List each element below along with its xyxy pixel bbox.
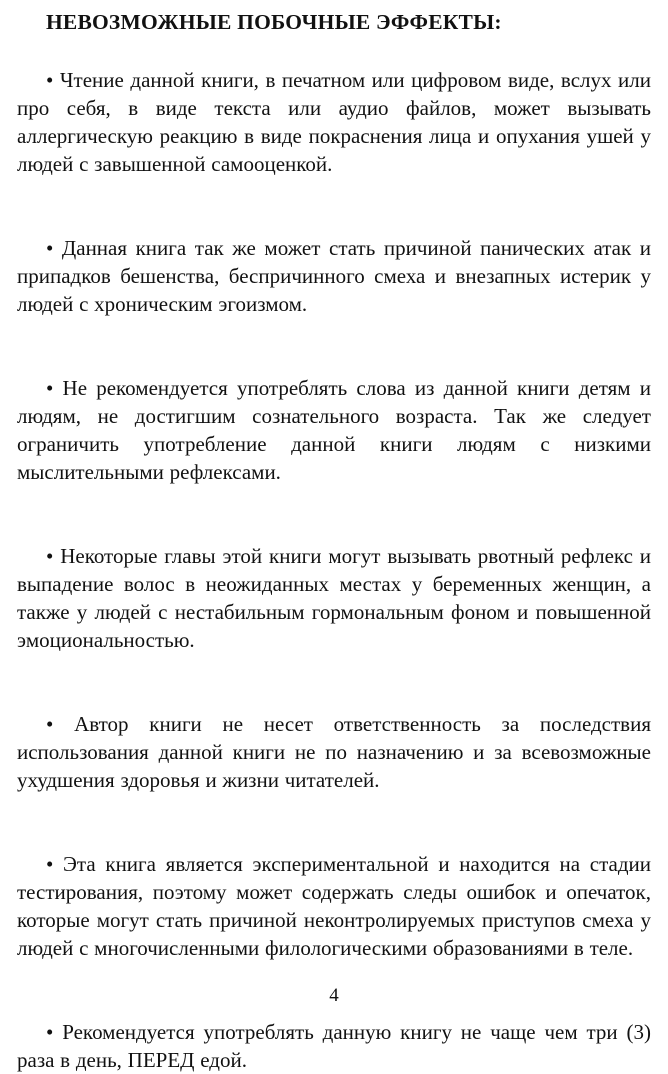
paragraph-dosage: • Рекомендуется употреблять данную книгу не чаще чем три (3) раза в день, ПЕРЕД едой.: [17, 1020, 651, 1072]
paragraph-not-for-children: • Не рекомендуется употреблять слова из данной книги детям и людям, не достигшим сознательного возраста. Так же следует ограничить употребление данной книги людям с низкими мыслительными рефлексами.: [17, 376, 651, 484]
paragraph-reading-allergy: • Чтение данной книги, в печатном или цифровом виде, вслух или про себя, в виде текста или аудио файлов, может вызывать аллергическую реакцию в виде покраснения лица и опухания ушей у людей с завышенной самооценкой.: [17, 68, 651, 176]
side-effects-list: [17, 66, 651, 1074]
paragraph-panic-attacks: • Данная книга так же может стать причиной панических атак и припадков бешенства, беспричинного смеха и внезапных истерик у людей с хроническим эгоизмом.: [17, 236, 651, 316]
paragraph-author-liability: • Автор книги не несет ответственность за последствия использования данной книги не по назначению и за всевозможные ухудшения здоровья и жизни читателей.: [17, 712, 651, 792]
paragraph-experimental-book: • Эта книга является экспериментальной и находится на стадии тестирования, поэтому может содержать следы ошибок и опечаток, которые могут стать причиной неконтролируемых приступов смеха у людей с многочисленными филологическими образованиями в теле.: [17, 852, 651, 960]
page-number: 4: [329, 985, 339, 1006]
paragraph-chapters-reflex: • Некоторые главы этой книги могут вызывать рвотный рефлекс и выпадение волос в неожиданных местах у беременных женщин, а также у людей с нестабильным гормональным фоном и повышенной эмоциональностью.: [17, 544, 651, 652]
page-heading: НЕВОЗМОЖНЫЕ ПОБОЧНЫЕ ЭФФЕКТЫ:: [46, 10, 502, 34]
